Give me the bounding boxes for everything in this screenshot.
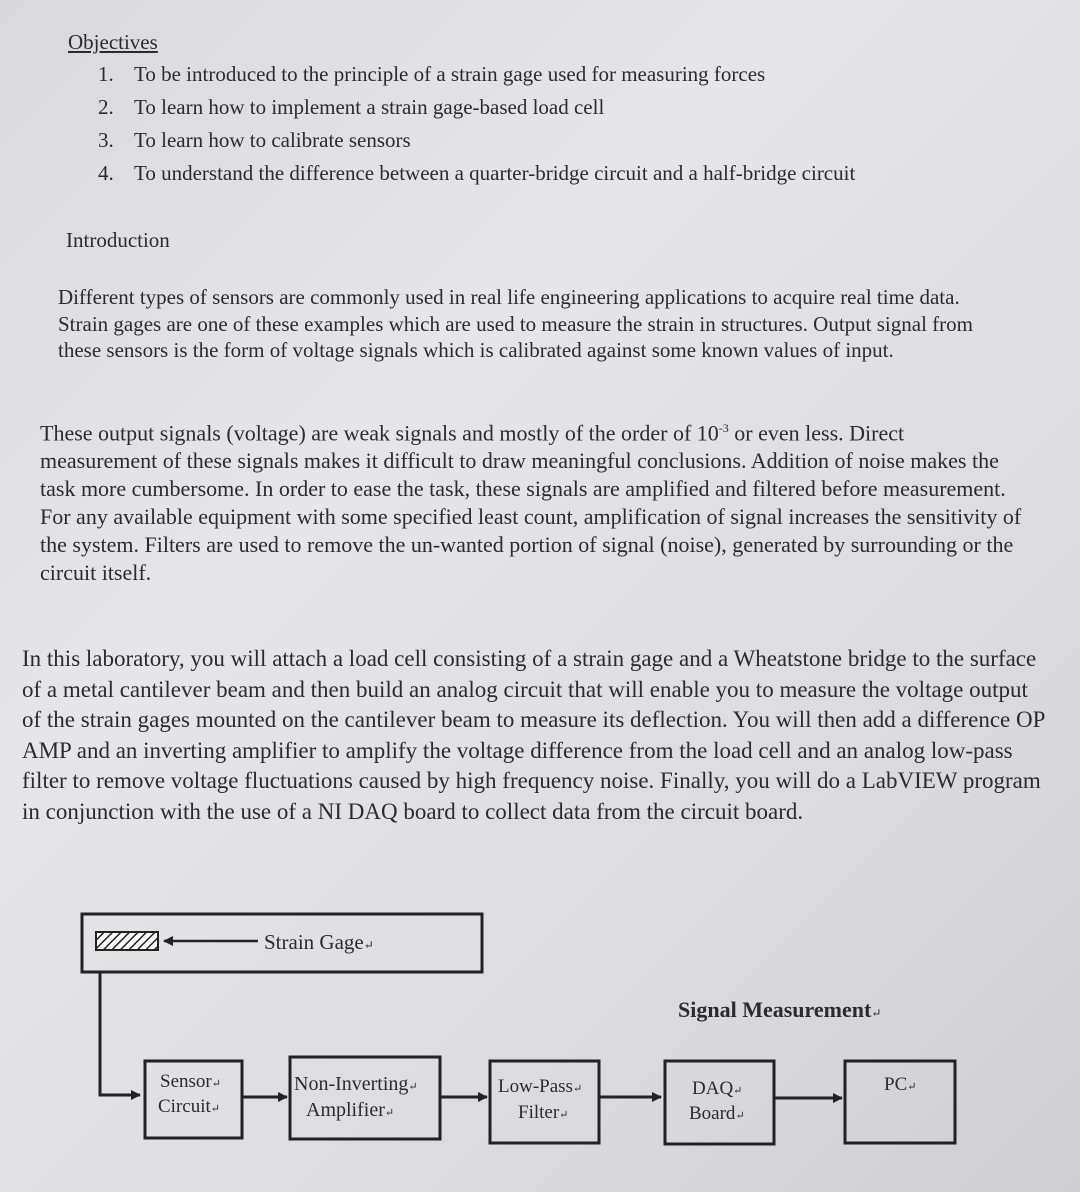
- list-item-text: To be introduced to the principle of a strain gage used for measuring forces: [134, 62, 766, 86]
- list-item-number: 4.: [98, 161, 114, 185]
- amplifier-line2: Amplifier↵: [306, 1099, 395, 1121]
- list-item-text: To learn how to calibrate sensors: [134, 128, 411, 152]
- introduction-heading: Introduction: [66, 228, 170, 252]
- list-item-text: To learn how to implement a strain gage-based load cell: [134, 95, 605, 119]
- amplifier-block: [290, 1057, 440, 1139]
- intro-paragraph-3: In this laboratory, you will attach a load cell consisting of a strain gage and a Wheatstone bridge to the surface of a metal cantilever beam and then build an analog circuit that will enable you to measure the voltage output of the strain gages mounted on the cantilever beam to measure its deflection. You will then add a difference OP AMP and an inverting amplifier to amplify the voltage difference from the load cell and an analog low-pass filter to remove voltage fluctuations caused by high frequency noise. Finally, you will do a LabVIEW program in conjunction with the use of a NI DAQ board to collect data from the circuit board.: [22, 646, 1045, 824]
- connector-line: [100, 972, 140, 1095]
- pc-label: PC↵: [884, 1074, 917, 1095]
- list-item-number: 3.: [98, 128, 114, 152]
- objectives-heading: Objectives: [68, 30, 158, 54]
- daq-line2: Board↵: [689, 1103, 745, 1124]
- exponent: -3: [718, 421, 729, 435]
- intro-paragraph-1: Different types of sensors are commonly used in real life engineering applications to acquire real time data. Strain gages are one of these examples which are used to measure the strain in structures. Output signal from these sensors is the form of voltage signals which is calibrated against some known values of input.: [58, 285, 973, 362]
- strain-gage-label: Strain Gage↵: [264, 930, 374, 954]
- list-item-number: 1.: [98, 62, 114, 86]
- sensor-circuit-line2: Circuit↵: [158, 1096, 220, 1117]
- filter-line1: Low-Pass↵: [498, 1076, 583, 1097]
- paragraph-text: These output signals (voltage) are weak signals and mostly of the order of 10: [40, 420, 719, 446]
- paragraph-text: or even less. Direct measurement of these signals makes it difficult to draw meaningful conclusions. Addition of noise makes the task more cumbersome. In order to ease the task, these signals are amplified and filtered before measurement. For any available equipment with some specified least count, amplification of signal increases the sensitivity of the system. Filters are used to remove the un-wanted portion of signal (noise), generated by surrounding or the circuit itself.: [40, 420, 1022, 586]
- daq-line1: DAQ↵: [692, 1078, 743, 1099]
- list-item-text: To understand the difference between a quarter-bridge circuit and a half-bridge circuit: [134, 161, 856, 185]
- signal-measurement-label: Signal Measurement↵: [678, 997, 882, 1022]
- sensor-circuit-line1: Sensor↵: [160, 1071, 221, 1092]
- list-item-number: 2.: [98, 95, 114, 119]
- filter-line2: Filter↵: [518, 1102, 569, 1123]
- amplifier-line1: Non-Inverting↵: [294, 1073, 418, 1095]
- strain-gage-hatch: [96, 932, 158, 950]
